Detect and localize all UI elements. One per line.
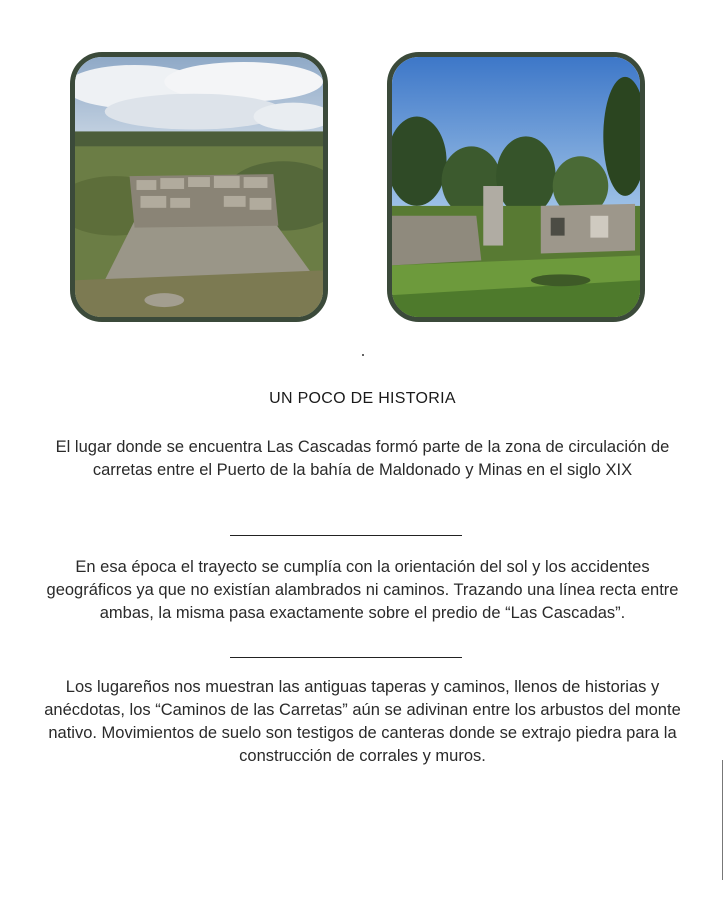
ruins-among-trees-photo <box>387 52 645 322</box>
divider-line-1 <box>230 535 462 536</box>
section-heading: UN POCO DE HISTORIA <box>269 390 456 407</box>
divider-line-2 <box>230 657 462 658</box>
stone-ruin-image <box>75 57 323 317</box>
scrollbar[interactable] <box>722 760 723 880</box>
ruins-among-trees-image <box>392 57 640 317</box>
stone-ruin-photo <box>70 52 328 322</box>
separator-dot <box>362 354 364 356</box>
history-paragraph-1: El lugar donde se encuentra Las Cascadas formó parte de la zona de circulación de carretas entre el Puerto de la bahía de Maldonado y Minas en el siglo XIX <box>55 438 670 479</box>
history-paragraph-3: Los lugareños nos muestran las antiguas taperas y caminos, llenos de historias y anécdotas, los “Caminos de las Carretas” aún se adivinan entre los arbustos del monte nativo. Movimientos de suelo son testigos de canteras donde se extrajo piedra para la construcción de corrales y muros. <box>44 678 681 765</box>
history-paragraph-2: En esa época el trayecto se cumplía con la orientación del sol y los accidentes geográficos ya que no existían alambrados ni caminos. Trazando una línea recta entre ambas, la misma pasa exactamente sobre el predio de “Las Cascadas”. <box>46 558 679 622</box>
